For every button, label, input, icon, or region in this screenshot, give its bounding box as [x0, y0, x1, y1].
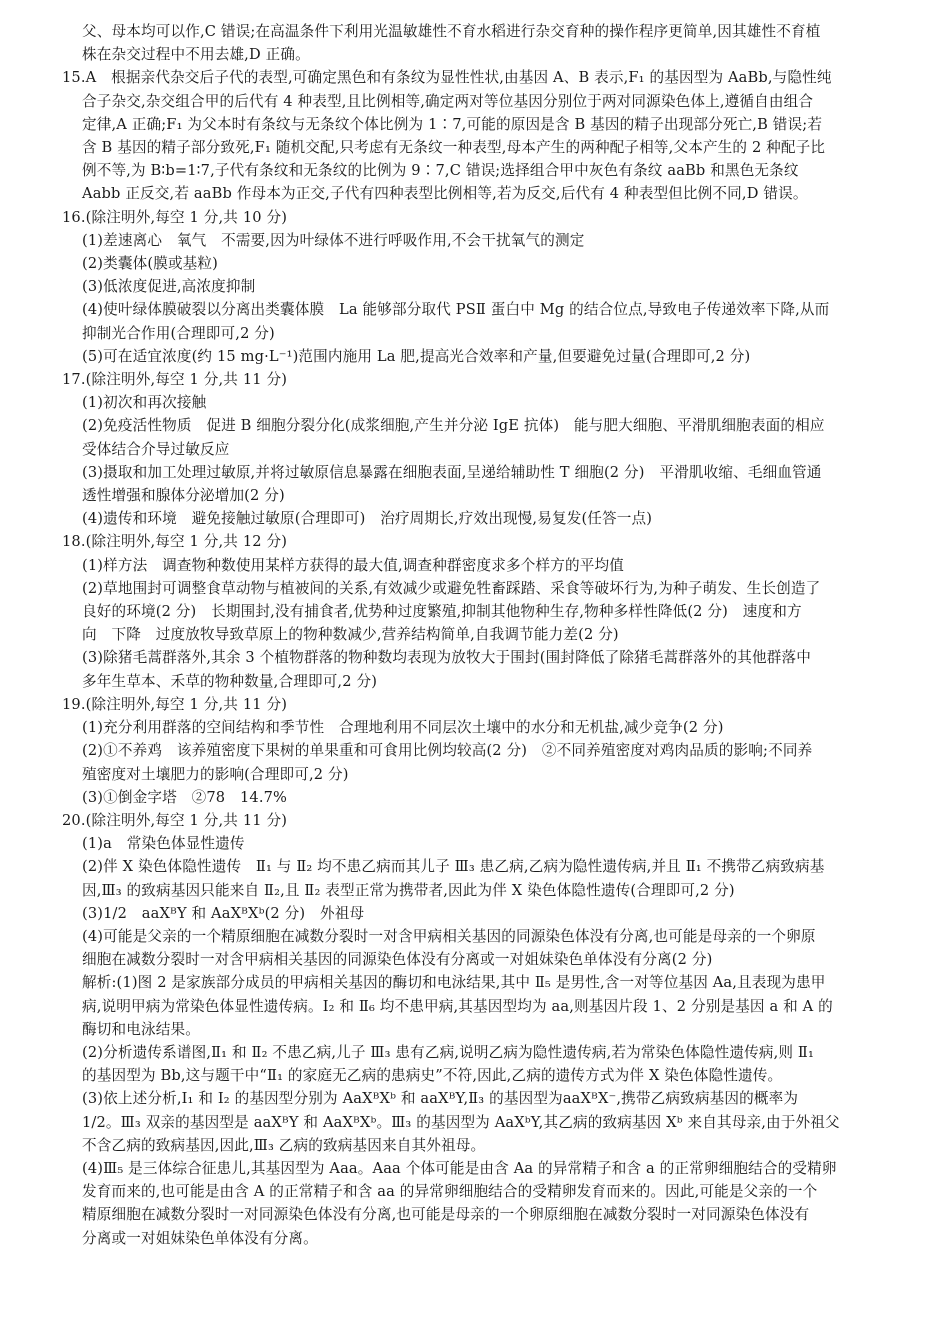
text-line: (5)可在适宜浓度(约 15 mg·L⁻¹)范围内施用 La 肥,提高光合效率和产量,但要避免过量(合理即可,2 分) [82, 347, 751, 365]
text-line: 抑制光合作用(合理即可,2 分) [82, 324, 275, 342]
text-line: 20.(除注明外,每空 1 分,共 11 分) [62, 811, 288, 829]
text-line: (4)可能是父亲的一个精原细胞在减数分裂时一对含甲病相关基因的同源染色体没有分离,也可能是母亲的一个卵原 [82, 927, 816, 945]
text-line: (4)Ⅲ₅ 是三体综合征患儿,其基因型为 Aaa。Aaa 个体可能是由含 Aa 的异常精子和含 a 的正常卵细胞结合的受精卵 [82, 1159, 837, 1177]
text-line: 19.(除注明外,每空 1 分,共 11 分) [62, 695, 288, 713]
text-line: (2)类囊体(膜或基粒) [82, 255, 219, 273]
text-line: 1/2。Ⅲ₃ 双亲的基因型是 aaXᴮY 和 AaXᴮXᵇ。Ⅲ₃ 的基因型为 AaXᵇY,其乙病的致病基因 Xᵇ 来自其母亲,由于外祖父 [82, 1113, 840, 1131]
text-line: 多年生草本、禾草的物种数量,合理即可,2 分) [82, 672, 378, 690]
text-line: 透性增强和腺体分泌增加(2 分) [82, 487, 285, 505]
text-line: 合子杂交,杂交组合甲的后代有 4 种表型,且比例相等,确定两对等位基因分别位于两对同源染色体上,遵循自由组合 [82, 92, 814, 110]
text-line: 病,说明甲病为常染色体显性遗传病。Ⅰ₂ 和 Ⅱ₆ 均不患甲病,其基因型均为 aa,则基因片段 1、2 分别是基因 a 和 A 的 [82, 997, 833, 1015]
text-line: Aabb 正反交,若 aaBb 作母本为正交,子代有四种表型比例相等,若为反交,后代有 4 种表型但比例不同,D 错误。 [82, 185, 808, 203]
text-line: 含 B 基因的精子部分致死,F₁ 随机交配,只考虑有无条纹一种表型,母本产生的两种配子相等,父本产生的 2 种配子比 [82, 139, 826, 157]
text-line: 例不等,为 B∶b=1∶7,子代有条纹和无条纹的比例为 9∶7,C 错误;选择组合甲中灰色有条纹 aaBb 和黑色无条纹 [82, 162, 799, 180]
text-line: 16.(除注明外,每空 1 分,共 10 分) [62, 208, 288, 226]
text-line: 细胞在减数分裂时一对含甲病相关基因的同源染色体没有分离或一对姐妹染色单体没有分离(2 分) [82, 951, 713, 969]
text-line: 因,Ⅲ₃ 的致病基因只能来自 Ⅱ₂,且 Ⅱ₂ 表型正常为携带者,因此为伴 X 染色体隐性遗传(合理即可,2 分) [82, 881, 735, 899]
text-line: 解析:(1)图 2 是家族部分成员的甲病相关基因的酶切和电泳结果,其中 Ⅱ₅ 是男性,含一对等位基因 Aa,且表现为患甲 [82, 974, 826, 992]
text-line: (3)①倒金字塔 ②78 14.7% [82, 788, 288, 806]
text-line: (4)使叶绿体膜破裂以分离出类囊体膜 La 能够部分取代 PSⅡ 蛋白中 Mg 的结合位点,导致电子传递效率下降,从而 [82, 301, 830, 319]
text-line: (1)初次和再次接触 [82, 394, 207, 412]
text-line: 父、母本均可以作,C 错误;在高温条件下利用光温敏雄性不育水稻进行杂交育种的操作程序更简单,因其雄性不育植 [82, 23, 821, 40]
text-line: 受体结合介导过敏反应 [82, 440, 230, 458]
text-line: 酶切和电泳结果。 [82, 1020, 200, 1038]
text-line: (3)摄取和加工处理过敏原,并将过敏原信息暴露在细胞表面,呈递给辅助性 T 细胞(2 分) 平滑肌收缩、毛细血管通 [82, 463, 822, 481]
text-line: 的基因型为 Bb,这与题干中“Ⅱ₁ 的家庭无乙病的患病史”不符,因此,乙病的遗传方式为伴 X 染色体隐性遗传。 [82, 1067, 783, 1085]
text-line: 向 下降 过度放牧导致草原上的物种数减少,营养结构简单,自我调节能力差(2 分) [82, 626, 619, 644]
text-line: (1)样方法 调查物种数使用某样方获得的最大值,调查种群密度求多个样方的平均值 [82, 556, 624, 574]
text-line: 精原细胞在减数分裂时一对同源染色体没有分离,也可能是母亲的一个卵原细胞在减数分裂时一对同源染色体没有 [82, 1206, 810, 1224]
text-line: (3)1/2 aaXᴮY 和 AaXᴮXᵇ(2 分) 外祖母 [82, 904, 365, 922]
text-line: (1)充分利用群落的空间结构和季节性 合理地利用不同层次土壤中的水分和无机盐,减少竞争(2 分) [82, 719, 724, 737]
text-line: (4)遗传和环境 避免接触过敏原(合理即可) 治疗周期长,疗效出现慢,易复发(任答一点) [82, 510, 653, 528]
text-line: 殖密度对土壤肥力的影响(合理即可,2 分) [82, 765, 349, 783]
text-line: 不含乙病的致病基因,因此,Ⅲ₃ 乙病的致病基因来自其外祖母。 [82, 1136, 486, 1154]
text-line: (2)伴 X 染色体隐性遗传 Ⅱ₁ 与 Ⅱ₂ 均不患乙病而其儿子 Ⅲ₃ 患乙病,乙病为隐性遗传病,并且 Ⅱ₁ 不携带乙病致病基 [82, 858, 825, 876]
text-line: 定律,A 正确;F₁ 为父本时有条纹与无条纹个体比例为 1∶7,可能的原因是含 B 基因的精子出现部分死亡,B 错误;若 [82, 115, 823, 133]
text-line: (1)差速离心 氧气 不需要,因为叶绿体不进行呼吸作用,不会干扰氧气的测定 [82, 231, 585, 249]
text-line: 株在杂交过程中不用去雄,D 正确。 [82, 46, 310, 64]
text-line: 良好的环境(2 分) 长期围封,没有捕食者,优势种过度繁殖,抑制其他物种生存,物种多样性降低(2 分) 速度和方 [82, 603, 802, 621]
text-line: (3)除猪毛蒿群落外,其余 3 个植物群落的物种数均表现为放牧大于围封(围封降低了除猪毛蒿群落外的其他群落中 [82, 649, 811, 667]
text-line: (3)依上述分析,Ⅰ₁ 和 Ⅰ₂ 的基因型分别为 AaXᴮXᵇ 和 aaXᴮY,Ⅱ₃ 的基因型为aaXᴮX⁻,携带乙病致病基因的概率为 [82, 1090, 799, 1108]
text-line: 分离或一对姐妹染色单体没有分离。 [82, 1229, 318, 1247]
text-line: 发育而来的,也可能是由含 A 的正常精子和含 aa 的异常卵细胞结合的受精卵发育而来的。因此,可能是父亲的一个 [82, 1183, 818, 1201]
text-line: (2)分析遗传系谱图,Ⅱ₁ 和 Ⅱ₂ 不患乙病,儿子 Ⅲ₃ 患有乙病,说明乙病为隐性遗传病,若为常染色体隐性遗传病,则 Ⅱ₁ [82, 1043, 814, 1061]
text-line: (1)a 常染色体显性遗传 [82, 835, 245, 853]
text-line: 18.(除注明外,每空 1 分,共 12 分) [62, 533, 288, 551]
text-line: 17.(除注明外,每空 1 分,共 11 分) [62, 371, 288, 389]
text-line: (2)免疫活性物质 促进 B 细胞分裂分化(成浆细胞,产生并分泌 IgE 抗体) 能与肥大细胞、平滑肌细胞表面的相应 [82, 417, 825, 435]
text-line: (2)①不养鸡 该养殖密度下果树的单果重和可食用比例均较高(2 分) ②不同养殖密度对鸡肉品质的影响;不同养 [82, 742, 813, 760]
text-line: (2)草地围封可调整食草动物与植被间的关系,有效减少或避免牲畜踩踏、采食等破坏行为,为种子萌发、生长创造了 [82, 579, 821, 597]
text-line: (3)低浓度促进,高浓度抑制 [82, 278, 256, 296]
text-line: 15.A 根据亲代杂交后子代的表型,可确定黑色和有条纹为显性性状,由基因 A、B 表示,F₁ 的基因型为 AaBb,与隐性纯 [62, 69, 832, 87]
